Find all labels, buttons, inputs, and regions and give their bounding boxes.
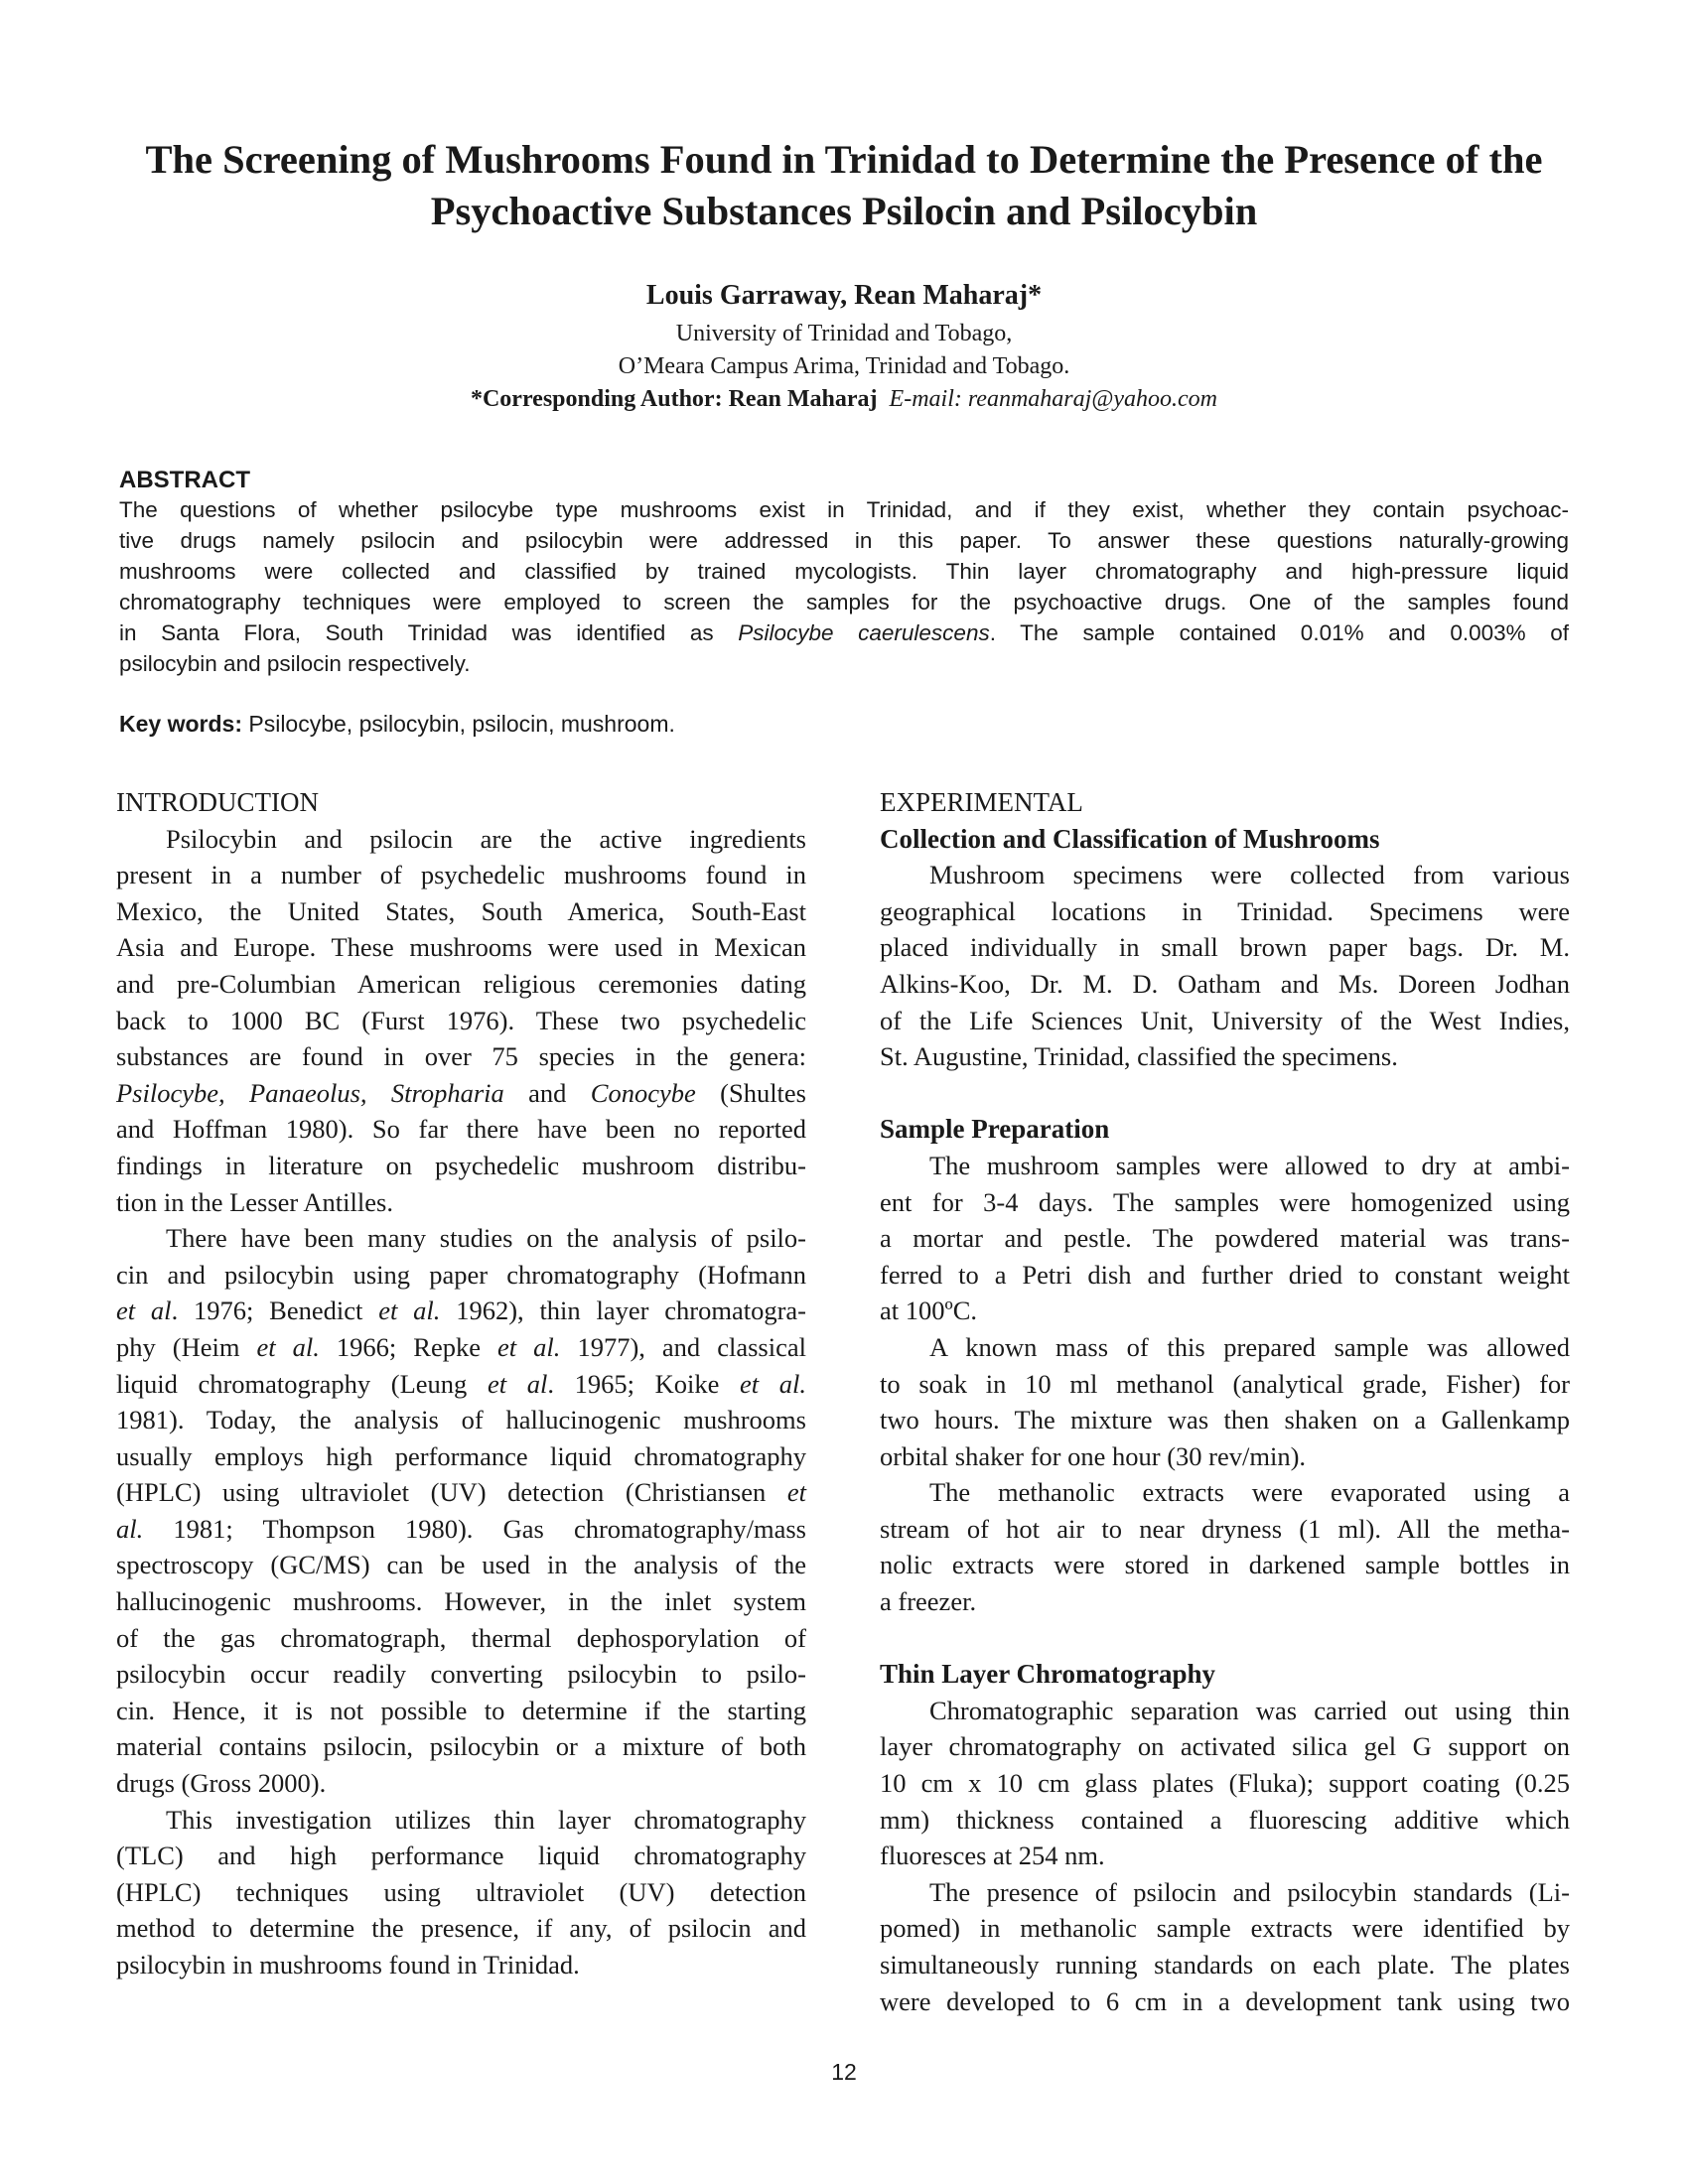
text-line: of the gas chromatograph, thermal dephosporylation of [116,1622,806,1653]
text-line: two hours. The mixture was then shaken on a Gallenkamp [880,1405,1570,1435]
text-line: drugs (Gross 2000). [116,1768,327,1799]
citation-etal: et [786,1477,806,1508]
citation-etal: al. [116,1513,144,1544]
paper-title [109,134,1579,237]
text-line: simultaneously running standards on each plate. The plates [880,1950,1570,1979]
text-line: material contains psilocin, psilocybin or a mixture of both [116,1731,806,1762]
text-line [116,1329,806,1366]
introduction-heading: INTRODUCTION [116,787,319,817]
abstract-line: mushrooms were collected and classified by trained mycologists. Thin layer chromatography and high-pressure liquid [119,559,1569,584]
text-line: back to 1000 BC (Furst 1976). These two psychedelic [116,1005,806,1035]
citation-etal: et al. [256,1331,320,1362]
text-line: (TLC) and high performance liquid chromatography [116,1841,806,1871]
keywords-text: Psilocybe, psilocybin, psilocin, mushroom. [241,711,675,737]
text-span: . 1965; Koike [547,1368,740,1399]
text-line: findings in literature on psychedelic mushroom distribu- [116,1150,806,1180]
keywords-label: Key words: [119,711,242,737]
genera-names: a [491,1077,504,1108]
text-line: a mortar and pestle. The powdered material was trans- [880,1223,1570,1254]
text-span: phy (Heim [116,1331,257,1362]
text-line: (HPLC) techniques using ultraviolet (UV) detection [116,1876,806,1907]
abstract [119,467,1569,679]
text-line: fluoresces at 254 nm. [880,1841,1105,1871]
genus-name: Conocybe [590,1077,696,1108]
affiliation-line: O’Meara Campus Arima, Trinidad and Tobago. [618,353,1070,379]
text-line: present in a number of psychedelic mushrooms found in [116,860,806,890]
left-column [116,784,806,1983]
corresponding-email: E-mail: reanmaharaj@yahoo.com [889,386,1218,412]
text-line: psilocybin in mushrooms found in Trinidad. [116,1950,580,1979]
text-span: 1966; Repke [319,1331,498,1362]
citation-etal: et al [487,1368,548,1399]
text-line: psilocybin occur readily converting psilocybin to psilo- [116,1659,806,1690]
affiliation-line: University of Trinidad and Tobago, [675,321,1013,346]
abstract-line: psilocybin and psilocin respectively. [119,651,471,676]
text-line [116,1366,806,1403]
abstract-line: tive drugs namely psilocin and psilocybin were addressed in this paper. To answer these questions naturally-growing [119,528,1569,553]
citation-etal: et al [116,1296,172,1326]
genera-names: Psilocybe, Panaeolus, Strophari [116,1077,492,1108]
title-line: Psychoactive Substances Psilocin and Psilocybin [430,189,1258,233]
right-column [880,784,1570,2019]
text-span: 1981; Thompson 1980). Gas chromatography/mass [143,1513,806,1544]
text-line: St. Augustine, Trinidad, classified the specimens. [880,1041,1398,1072]
experimental-heading: EXPERIMENTAL [880,787,1083,817]
abstract-line: chromatography techniques were employed to screen the samples for the psychoactive drugs. One of the samples found [119,590,1569,614]
text-line: cin. Hence, it is not possible to determine if the starting [116,1695,806,1725]
text-line: Mushroom specimens were collected from various [929,860,1570,890]
abstract-line: The questions of whether psilocybe type mushrooms exist in Trinidad, and if they exist, whether they contain psychoac- [119,497,1569,522]
spacer [880,1075,1570,1112]
affiliation-block [109,318,1579,416]
citation-etal: et al. [739,1368,806,1399]
text-line: Alkins-Koo, Dr. M. D. Oatham and Ms. Doreen Jodhan [880,968,1570,999]
abstract-line [119,617,1569,648]
text-line: The presence of psilocin and psilocybin standards (Li- [929,1876,1570,1907]
text-line: spectroscopy (GC/MS) can be used in the analysis of the [116,1550,806,1580]
text-line: at 100ºC. [880,1296,978,1326]
text-line: Psilocybin and psilocin are the active ingredients [166,823,806,854]
text-line: substances are found in over 75 species in the genera: [116,1041,806,1072]
page-number: 12 [831,2059,857,2085]
text-span: . 1976; Benedict [171,1296,379,1326]
text-span: 1977), and classical [560,1331,806,1362]
text-span: (HPLC) using ultraviolet (UV) detection (Christiansen [116,1477,787,1508]
text-line: stream of hot air to near dryness (1 ml). All the metha- [880,1513,1570,1544]
title-line: The Screening of Mushrooms Found in Trinidad to Determine the Presence of the [145,137,1543,182]
keywords [119,709,1569,739]
corresponding-author-label: *Corresponding Author: Rean Maharaj [470,386,878,412]
text-line: placed individually in small brown paper bags. Dr. M. [880,932,1570,963]
text-line: 10 cm x 10 cm glass plates (Fluka); support coating (0.25 [880,1768,1570,1799]
text-line: Chromatographic separation was carried out using thin [929,1695,1570,1725]
text-span: liquid chromatography (Leung [116,1368,488,1399]
text-line: and pre-Columbian American religious ceremonies dating [116,968,806,999]
text-line: tion in the Lesser Antilles. [116,1186,393,1217]
text-line: The methanolic extracts were evaporated using a [929,1477,1570,1508]
abstract-text: . The sample contained 0.01% and 0.003% of [989,620,1569,645]
corresponding-author [109,383,1579,416]
text-line: usually employs high performance liquid chromatography [116,1440,806,1471]
text-line: a freezer. [880,1586,977,1617]
collection-heading: Collection and Classification of Mushrooms [880,823,1380,854]
text-line: ferred to a Petri dish and further dried to constant weight [880,1259,1570,1290]
text-line: The mushroom samples were allowed to dry at ambi- [929,1150,1570,1180]
citation-etal: et al. [497,1331,561,1362]
text-line: pomed) in methanolic sample extracts were identified by [880,1913,1570,1944]
text-line: hallucinogenic mushrooms. However, in the inlet system [116,1586,806,1617]
text-line: to soak in 10 ml methanol (analytical grade, Fisher) for [880,1368,1570,1399]
text-line: Mexico, the United States, South America, South-East [116,895,806,926]
text-line: geographical locations in Trinidad. Specimens were [880,895,1570,926]
text-line: This investigation utilizes thin layer chromatography [166,1804,806,1835]
text-line: Asia and Europe. These mushrooms were used in Mexican [116,932,806,963]
text-line: layer chromatography on activated silica gel G support on [880,1731,1570,1762]
text-line: orbital shaker for one hour (30 rev/min). [880,1440,1307,1471]
text-line [116,1293,806,1329]
text-line: mm) thickness contained a fluorescing additive which [880,1804,1570,1835]
text-line: cin and psilocybin using paper chromatography (Hofmann [116,1259,806,1290]
abstract-text: in Santa Flora, South Trinidad was identified as [119,620,739,645]
text-span: (Shultes [695,1077,806,1108]
text-line: were developed to 6 cm in a development tank using two [880,1985,1570,2016]
author-list: Louis Garraway, Rean Maharaj* [645,280,1043,311]
abstract-heading: ABSTRACT [119,467,250,493]
citation-etal: et al. [378,1296,441,1326]
text-span: and [503,1077,591,1108]
text-line: method to determine the presence, if any, of psilocin and [116,1913,806,1944]
text-span: 1962), thin layer chromatogra- [440,1296,806,1326]
text-line [116,1075,806,1112]
text-line: and Hoffman 1980). So far there have been no reported [116,1114,806,1145]
text-line: There have been many studies on the analysis of psilo- [166,1223,806,1254]
text-line: nolic extracts were stored in darkened sample bottles in [880,1550,1570,1580]
tlc-heading: Thin Layer Chromatography [880,1659,1216,1690]
text-line: ent for 3-4 days. The samples were homogenized using [880,1186,1570,1217]
sample-preparation-heading: Sample Preparation [880,1114,1110,1145]
species-name: Psilocybe caerulescens [738,620,990,645]
spacer [880,1620,1570,1657]
text-line [116,1511,806,1548]
text-line: 1981). Today, the analysis of hallucinogenic mushrooms [116,1405,806,1435]
text-line: A known mass of this prepared sample was allowed [929,1331,1570,1362]
text-line [116,1474,806,1511]
text-line: of the Life Sciences Unit, University of the West Indies, [880,1005,1570,1035]
